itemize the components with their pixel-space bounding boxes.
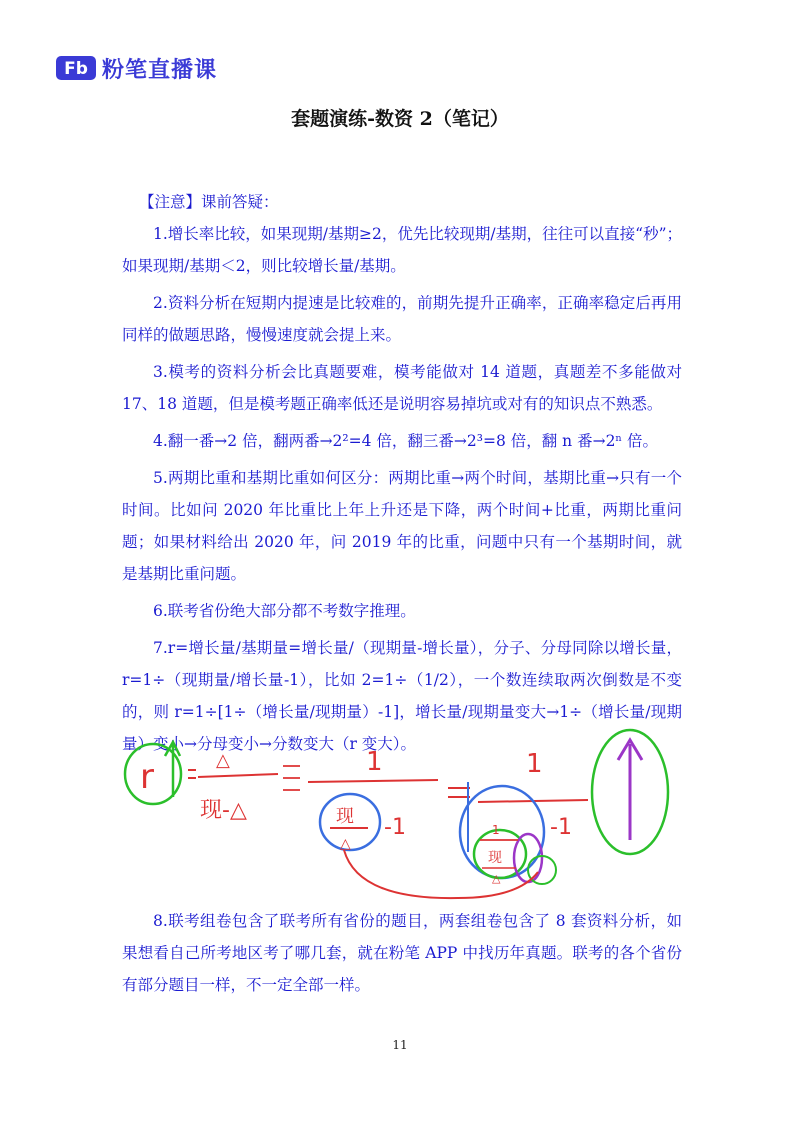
connecting-curve — [344, 850, 538, 898]
sketch-minus-one-b: -1 — [550, 815, 572, 840]
note-item-4: 4.翻一番→2 倍，翻两番→2²=4 倍，翻三番→2³=8 倍，翻 n 番→2ⁿ 倍。 — [153, 432, 659, 450]
handwritten-formula-sketch — [118, 722, 683, 902]
note-item-3: 3.模考的资料分析会比真题要难，模考能做对 14 道题，真题差不多能做对 17、18 道题，但是模考题正确率低还是说明容易掉坑或对有的知识点不熟悉。 — [122, 363, 682, 413]
note-item-6: 6.联考省份绝大部分都不考数字推理。 — [153, 602, 416, 620]
sketch-xian-minus-delta: 现-△ — [200, 798, 247, 823]
sketch-delta-top: △ — [216, 750, 230, 771]
sketch-one-a: 1 — [366, 747, 383, 777]
fb-logo-icon — [56, 56, 96, 80]
svg-text:△: △ — [492, 872, 501, 885]
note-item-2: 2.资料分析在短期内提速是比较难的，前期先提升正确率，正确率稳定后再用同样的做题思路，慢慢速度就会提上来。 — [122, 294, 682, 344]
sketch-xian-over-delta: 现 — [336, 806, 354, 827]
logo-fb-text: Fb — [64, 59, 88, 79]
note-item-8: 8.联考组卷包含了联考所有省份的题目，两套组卷包含了 8 套资料分析，如果想看自己所考地区考了哪几套，就在粉笔 APP 中找历年真题。联考的各个省份有部分题目一样，不一定全部一样。 — [122, 912, 682, 994]
fenbi-logo — [56, 54, 217, 82]
note-item-7: 7.r=增长量/基期量=增长量/（现期量-增长量），分子、分母同除以增长量，r=1÷（现期量/增长量-1），比如 2=1÷（1/2），一个数连续取两次倒数是不变的，则 r=1÷[1÷（增长量/现期量）-1]，增长量/现期量变大→1÷（增长量/现期量）变小→分母变小→分数变大（r 变大）。 — [122, 639, 682, 753]
page-title: 套题演练-数资 2（笔记） — [291, 108, 509, 130]
blue-circle-2 — [460, 786, 544, 878]
note-item-5: 5.两期比重和基期比重如何区分：两期比重→两个时间，基期比重→只有一个时间。比如问 2020 年比重比上年上升还是下降，两个时间+比重，两期比重问题；如果材料给出 2020 年，问 2019 年的比重，问题中只有一个基期时间，就是基期比重问题。 — [122, 469, 682, 583]
page-number: 11 — [392, 1038, 408, 1052]
notes-section — [122, 186, 682, 765]
purple-arrow-up-icon — [618, 740, 642, 840]
note-item-1: 1.增长率比较，如果现期/基期≥2，优先比较现期/基期，往往可以直接“秒”；如果现期/基期＜2，则比较增长量/基期。 — [122, 225, 682, 275]
notes-heading: 【注意】课前答疑： — [139, 193, 279, 211]
sketch-minus-one-a: -1 — [384, 815, 406, 840]
sketch-one-b: 1 — [526, 749, 543, 779]
svg-text:现: 现 — [488, 850, 502, 866]
sketch-r: r — [140, 757, 154, 797]
svg-text:1: 1 — [492, 823, 500, 837]
logo-text: 粉笔直播课 — [102, 57, 218, 83]
sketch-delta-small: △ — [340, 836, 351, 852]
notes-section-continued — [122, 905, 682, 1006]
